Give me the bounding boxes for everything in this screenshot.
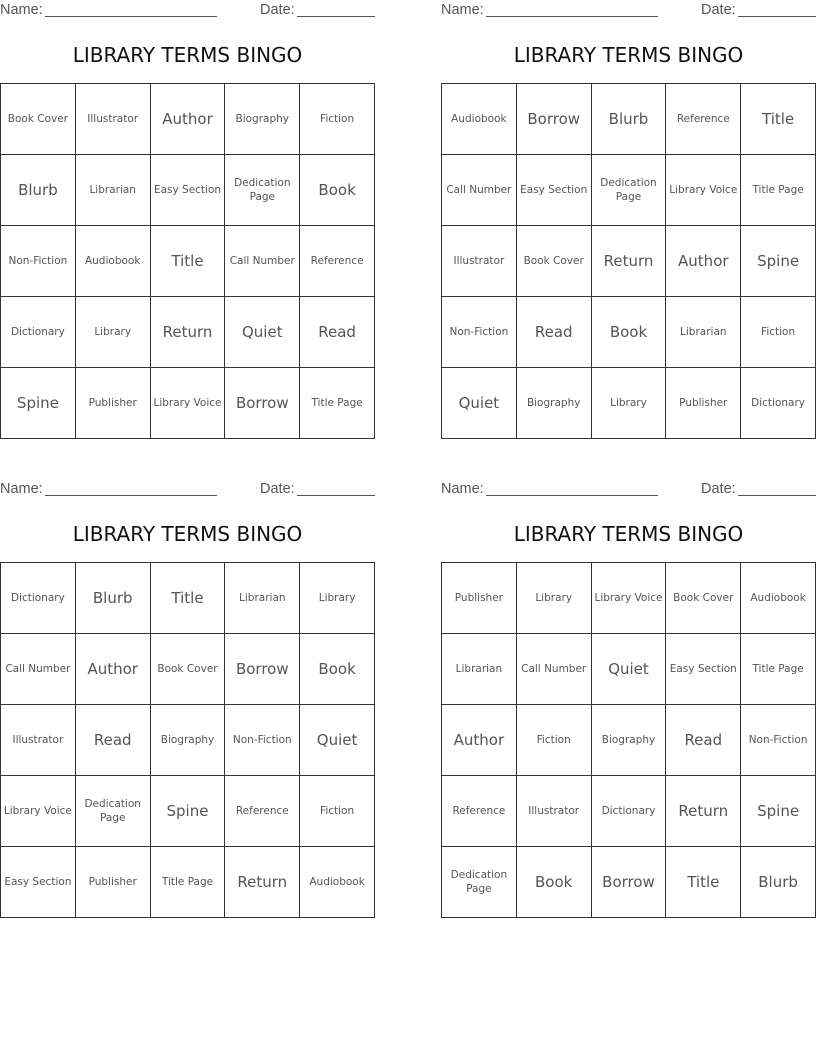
grid-row: [1, 847, 375, 918]
grid-row: [1, 226, 375, 297]
grid-row: [1, 297, 375, 368]
bingo-cell: Borrow: [516, 84, 591, 155]
bingo-cell: Biography: [150, 705, 225, 776]
bingo-cell: Book: [300, 155, 375, 226]
bingo-cell: Easy Section: [516, 155, 591, 226]
card-header: [441, 0, 816, 22]
bingo-cell: Non-Fiction: [741, 705, 816, 776]
bingo-cell: Borrow: [225, 634, 300, 705]
bingo-grid: [441, 562, 816, 918]
grid-row: [442, 705, 816, 776]
grid-row: [1, 368, 375, 439]
bingo-card-1: [0, 0, 375, 440]
bingo-cell: Audiobook: [741, 563, 816, 634]
bingo-cell: Non-Fiction: [1, 226, 76, 297]
bingo-cell: Blurb: [75, 563, 150, 634]
grid-row: [1, 155, 375, 226]
bingo-cell: Quiet: [591, 634, 666, 705]
bingo-cell: Dictionary: [591, 776, 666, 847]
bingo-cell: Title: [150, 563, 225, 634]
bingo-cell: Return: [225, 847, 300, 918]
grid-row: [442, 226, 816, 297]
date-label: Date:: [701, 481, 736, 497]
bingo-cell: Audiobook: [442, 84, 517, 155]
name-label: Name:: [441, 2, 484, 18]
bingo-cell: Book: [591, 297, 666, 368]
bingo-cell: Author: [75, 634, 150, 705]
name-label: Name:: [441, 481, 484, 497]
date-line: [738, 16, 816, 17]
bingo-grid: [0, 83, 375, 439]
bingo-cell: Title Page: [741, 634, 816, 705]
bingo-grid: [441, 83, 816, 439]
bingo-cell: Librarian: [75, 155, 150, 226]
grid-row: [442, 297, 816, 368]
bingo-cell: Librarian: [225, 563, 300, 634]
bingo-cell: Title Page: [150, 847, 225, 918]
bingo-cell: Quiet: [225, 297, 300, 368]
bingo-card-3: [0, 479, 375, 919]
bingo-card-2: [441, 0, 816, 440]
name-line: [486, 16, 658, 17]
bingo-cell: Author: [666, 226, 741, 297]
bingo-cell: Publisher: [442, 563, 517, 634]
bingo-cell: Librarian: [442, 634, 517, 705]
bingo-cell: Illustrator: [442, 226, 517, 297]
bingo-cell: Return: [150, 297, 225, 368]
bingo-cell: Dictionary: [1, 563, 76, 634]
name-line: [45, 495, 217, 496]
card-title: LIBRARY TERMS BINGO: [513, 522, 744, 546]
bingo-cell: Author: [442, 705, 517, 776]
bingo-cell: Dictionary: [741, 368, 816, 439]
grid-row: [1, 84, 375, 155]
bingo-cell: Library Voice: [666, 155, 741, 226]
grid-row: [1, 776, 375, 847]
bingo-cell: Call Number: [225, 226, 300, 297]
bingo-cell: Library Voice: [150, 368, 225, 439]
date-label: Date:: [260, 2, 295, 18]
bingo-cell: Book Cover: [150, 634, 225, 705]
bingo-cell: Quiet: [300, 705, 375, 776]
bingo-cell: Call Number: [442, 155, 517, 226]
bingo-cell: Read: [666, 705, 741, 776]
bingo-cell: Title Page: [741, 155, 816, 226]
date-label: Date:: [701, 2, 736, 18]
bingo-cell: Read: [300, 297, 375, 368]
bingo-cell: Library: [300, 563, 375, 634]
card-title: LIBRARY TERMS BINGO: [513, 43, 744, 67]
card-header: [0, 0, 375, 22]
bingo-cell: Library: [516, 563, 591, 634]
bingo-cell: Return: [591, 226, 666, 297]
bingo-cell: Reference: [442, 776, 517, 847]
bingo-cell: Dedication Page: [75, 776, 150, 847]
bingo-cell: Easy Section: [150, 155, 225, 226]
grid-row: [442, 776, 816, 847]
bingo-cell: Dedication Page: [591, 155, 666, 226]
bingo-cell: Non-Fiction: [442, 297, 517, 368]
bingo-cell: Book: [516, 847, 591, 918]
bingo-cell: Author: [150, 84, 225, 155]
date-line: [297, 16, 375, 17]
grid-row: [442, 155, 816, 226]
bingo-cell: Title: [150, 226, 225, 297]
bingo-cell: Borrow: [225, 368, 300, 439]
bingo-cell: Library Voice: [591, 563, 666, 634]
bingo-cell: Biography: [516, 368, 591, 439]
bingo-cell: Call Number: [1, 634, 76, 705]
name-line: [486, 495, 658, 496]
bingo-cell: Dedication Page: [442, 847, 517, 918]
bingo-cell: Reference: [666, 84, 741, 155]
grid-row: [442, 563, 816, 634]
bingo-cell: Illustrator: [75, 84, 150, 155]
bingo-cell: Biography: [591, 705, 666, 776]
bingo-cell: Reference: [225, 776, 300, 847]
bingo-cell: Library: [75, 297, 150, 368]
date-line: [738, 495, 816, 496]
bingo-cell: Fiction: [300, 84, 375, 155]
date-line: [297, 495, 375, 496]
bingo-cell: Fiction: [741, 297, 816, 368]
bingo-card-4: [441, 479, 816, 919]
bingo-cell: Blurb: [741, 847, 816, 918]
bingo-cell: Spine: [741, 776, 816, 847]
grid-row: [1, 634, 375, 705]
bingo-cell: Illustrator: [1, 705, 76, 776]
grid-row: [442, 368, 816, 439]
bingo-cell: Fiction: [300, 776, 375, 847]
bingo-cell: Illustrator: [516, 776, 591, 847]
bingo-cell: Easy Section: [666, 634, 741, 705]
bingo-cell: Book Cover: [666, 563, 741, 634]
bingo-cell: Blurb: [591, 84, 666, 155]
bingo-cell: Easy Section: [1, 847, 76, 918]
bingo-cell: Read: [516, 297, 591, 368]
bingo-cell: Reference: [300, 226, 375, 297]
bingo-cell: Blurb: [1, 155, 76, 226]
grid-row: [442, 634, 816, 705]
name-line: [45, 16, 217, 17]
grid-row: [1, 563, 375, 634]
bingo-cell: Biography: [225, 84, 300, 155]
bingo-cell: Fiction: [516, 705, 591, 776]
grid-row: [442, 84, 816, 155]
bingo-cell: Publisher: [75, 368, 150, 439]
bingo-cell: Title Page: [300, 368, 375, 439]
bingo-cell: Return: [666, 776, 741, 847]
date-label: Date:: [260, 481, 295, 497]
bingo-cell: Read: [75, 705, 150, 776]
bingo-cell: Spine: [741, 226, 816, 297]
bingo-cell: Dedication Page: [225, 155, 300, 226]
grid-row: [1, 705, 375, 776]
bingo-cell: Publisher: [666, 368, 741, 439]
card-header: [0, 479, 375, 501]
bingo-cell: Dictionary: [1, 297, 76, 368]
bingo-grid: [0, 562, 375, 918]
grid-row: [442, 847, 816, 918]
bingo-cell: Librarian: [666, 297, 741, 368]
bingo-cell: Book: [300, 634, 375, 705]
bingo-cell: Call Number: [516, 634, 591, 705]
bingo-cell: Audiobook: [300, 847, 375, 918]
bingo-cell: Title: [741, 84, 816, 155]
bingo-cell: Book Cover: [1, 84, 76, 155]
bingo-cell: Spine: [1, 368, 76, 439]
bingo-cell: Non-Fiction: [225, 705, 300, 776]
bingo-cell: Borrow: [591, 847, 666, 918]
card-title: LIBRARY TERMS BINGO: [72, 43, 303, 67]
name-label: Name:: [0, 2, 43, 18]
bingo-cell: Book Cover: [516, 226, 591, 297]
bingo-cell: Spine: [150, 776, 225, 847]
bingo-cell: Title: [666, 847, 741, 918]
bingo-cell: Library: [591, 368, 666, 439]
card-header: [441, 479, 816, 501]
bingo-cell: Audiobook: [75, 226, 150, 297]
bingo-cell: Library Voice: [1, 776, 76, 847]
name-label: Name:: [0, 481, 43, 497]
card-title: LIBRARY TERMS BINGO: [72, 522, 303, 546]
bingo-cell: Quiet: [442, 368, 517, 439]
bingo-cell: Publisher: [75, 847, 150, 918]
